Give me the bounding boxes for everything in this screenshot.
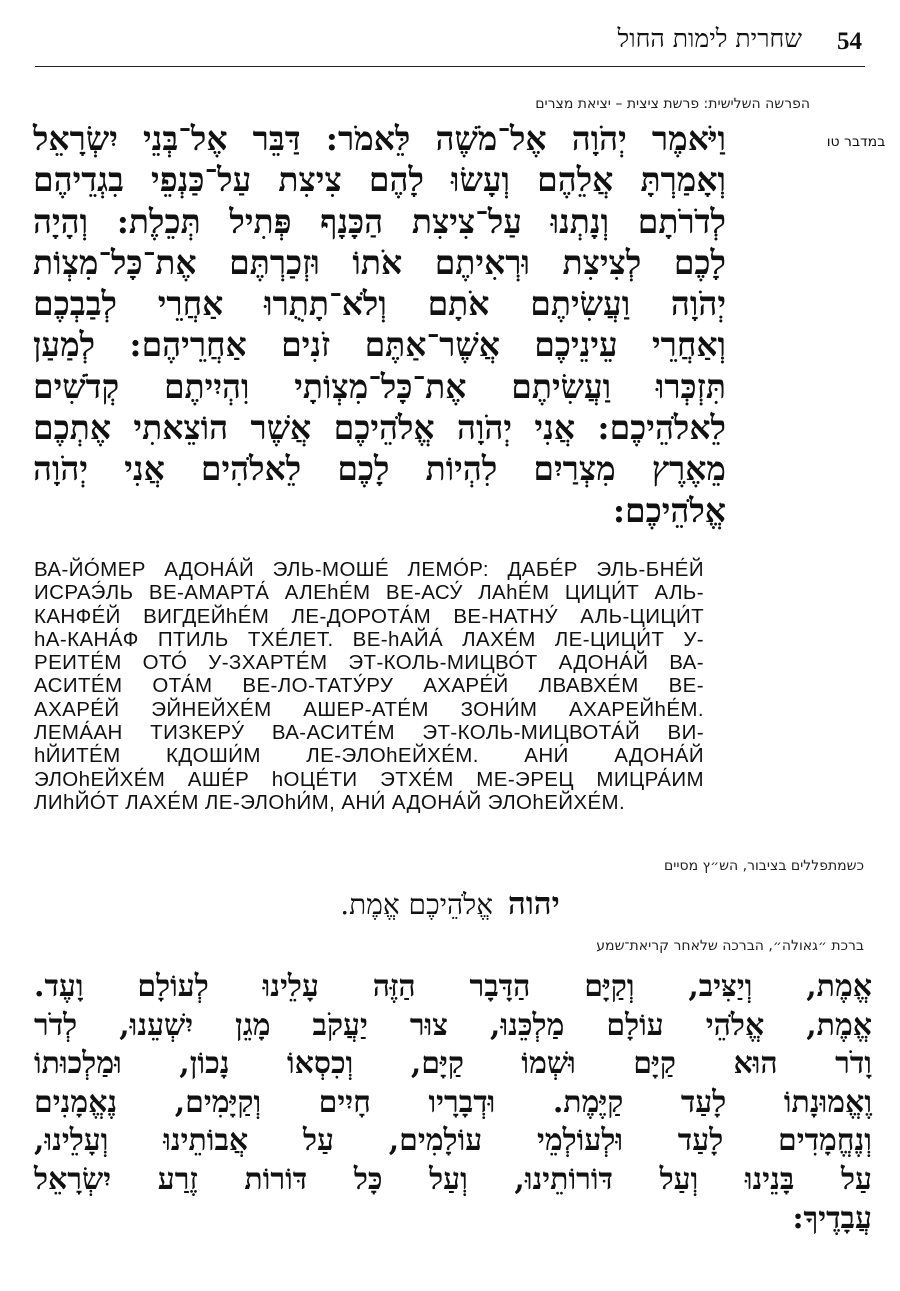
divine-name: יהוה [507, 886, 560, 922]
emet-veyatziv-paragraph [34, 968, 872, 1238]
transliteration-line: АСИТЕ́М ОТА́М ВЕ-ЛО-ТАТУ́РУ АХАРЕ́Й ЛВАВХЕ́М ВЕ- [34, 674, 704, 698]
header-divider [35, 66, 865, 67]
transliteration-line: ЭЛОhЕЙХЕ́М АШЕ́Р hОЦЕ́ТИ ЭТХЕ́М МЕ-ЭРЕЦ МИЦРА́ИМ [34, 767, 704, 791]
paragraph-line: לְדֹרֹתָם וְנָתְנוּ עַל־צִיצִת הַכָּנָף פְּתִיל תְּכֵלֶת: וְהָיָה [33, 201, 726, 241]
transliteration-line: АХАРЕ́Й ЭЙНЕЙХЕ́М АШЕР-АТЕ́М ЗОНИ́М АХАРЕЙhЕ́М. [34, 697, 704, 721]
paragraph-line: וַיֹּאמֶר יְהֹוָה אֶל־מֹשֶׁה לֵּאמֹר: דַּבֵּר אֶל־בְּנֵי יִשְׂרָאֵל [33, 119, 726, 158]
paragraph-line: מֵאֶרֶץ מִצְרַיִם לִהְיוֹת לָכֶם לֵאלֹהִים אֲנִי יְהֹוָה [33, 449, 726, 489]
declaration-rest: אֱלֹהֵיכֶם אֱמֶת. [340, 888, 494, 921]
transliteration-line: ЛИhЙО́Т ЛАХЕ́М ЛЕ-ЭЛОhИ́М, АНИ́ АДОНА́Й ЭЛОhЕЙХЕ́М. [34, 790, 626, 814]
paragraph-line: וְאָמַרְתָּ אֲלֵהֶם וְעָשׂוּ לָהֶם צִיצִת עַל־כַּנְפֵי בִגְדֵיהֶם [33, 160, 726, 200]
paragraph-line: עֲבָדֶיךָ: [792, 1200, 872, 1236]
transliteration-line: КАНФЕ́Й ВИГДЕЙhЕ́М ЛЕ-ДОРОТА́М ВЕ-НАТНУ́ АЛЬ-ЦИЦИ́Т [34, 604, 704, 628]
paragraph-line: אֱלֹהֵיכֶם: [612, 490, 726, 530]
russian-transliteration [34, 558, 704, 814]
paragraph-line: לָכֶם לְצִיצִת וּרְאִיתֶם אֹתוֹ וּזְכַרְתֶּם אֶת־כָּל־מִצְוֹת [33, 242, 726, 282]
paragraph-line: אֱמֶת, וְיַצִּיב, וְקַיָּם הַדָּבָר הַזֶּה עָלֵינוּ לְעוֹלָם וָעֶד. [34, 969, 872, 1004]
side-reference: במדבר טו [826, 134, 886, 150]
transliteration-line: ЛЕМА́АН ТИЗКЕРУ́ ВА-АСИТЕ́М ЭТ-КОЛЬ-МИЦВОТА́Й ВИ- [34, 721, 704, 745]
transliteration-line: ВА-ЙО́МЕР АДОНА́Й ЭЛЬ-МОШЕ́ ЛЕМО́Р: ДАБЕ́Р ЭЛЬ-БНЕ́Й [34, 558, 704, 581]
page-number: 54 [837, 28, 862, 55]
rubric-geulah: ברכת ״גאולה״, הברכה שלאחר קריאת־שמע [596, 938, 864, 954]
transliteration-line: РЕИТЕ́М ОТО́ У-ЗХАРТЕ́М ЭТ-КОЛЬ-МИЦВО́Т АДОНА́Й ВА- [34, 651, 704, 675]
transliteration-line: hЙИТЕ́М КДОШИ́М ЛЕ-ЭЛОhЕЙХЕ́М. АНИ́ АДОНА́Й [34, 744, 704, 768]
paragraph-line: יְהֹוָה וַעֲשִׂיתֶם אֹתָם וְלֹא־תָתֻרוּ אַחֲרֵי לְבַבְכֶם [33, 284, 726, 324]
paragraph-line: אֱמֶת, אֱלֹהֵי עוֹלָם מַלְכֵּנוּ, צוּר יַעֲקֹב מָגֵן יִשְׁעֵנוּ, לְדֹר [34, 1007, 872, 1043]
paragraph-line: וְנֶחֱמָדִים לָעַד וּלְעוֹלְמֵי עוֹלָמִים, עַל אֲבוֹתֵינוּ וְעָלֵינוּ, [34, 1123, 872, 1159]
center-declaration [0, 886, 900, 922]
running-title: שחרית לימות החול [617, 24, 802, 53]
tzitzit-paragraph [33, 118, 726, 531]
paragraph-line: לֵאלֹהֵיכֶם: אֲנִי יְהֹוָה אֱלֹהֵיכֶם אֲשֶׁר הוֹצֵאתִי אֶתְכֶם [33, 408, 726, 448]
paragraph-line: וְאַחֲרֵי עֵינֵיכֶם אֲשֶׁר־אַתֶּם זֹנִים אַחֲרֵיהֶם: לְמַעַן [33, 325, 726, 365]
paragraph-line: תִּזְכְּרוּ וַעֲשִׂיתֶם אֶת־כָּל־מִצְוֹתָי וִהְיִיתֶם קְדֹשִׁים [33, 366, 726, 406]
transliteration-line: hА-КАНА́Ф ПТИЛЬ ТХЕ́ЛЕТ. ВЕ-hАЙА́ ЛАХЕ́М ЛЕ-ЦИЦИ́Т У- [34, 627, 704, 651]
rubric-third-paragraph: הפרשה השלישית: פרשת ציצית – יציאת מצרים [535, 96, 810, 112]
rubric-congregation: כשמתפללים בציבור, הש״ץ מסיים [663, 858, 864, 874]
transliteration-line: ИСРАЭ́ЛЬ ВЕ-АМАРТА́ АЛЕhЕ́М ВЕ-АСУ́ ЛАhЕ́М ЦИЦИ́Т АЛЬ- [34, 581, 704, 605]
paragraph-line: עַל בָּנֵינוּ וְעַל דּוֹרוֹתֵינוּ, וְעַל כָּל דּוֹרוֹת זֶרַע יִשְׂרָאֵל [34, 1161, 872, 1197]
paragraph-line: וֶאֱמוּנָתוֹ לָעַד קַיֶּמֶת. וּדְבָרָיו חָיִים וְקַיָּמִים, נֶאֱמָנִים [34, 1084, 872, 1120]
paragraph-line: וָדֹר הוּא קַיָּם וּשְׁמוֹ קַיָּם, וְכִסְאוֹ נָכוֹן, וּמַלְכוּתוֹ [34, 1046, 872, 1082]
